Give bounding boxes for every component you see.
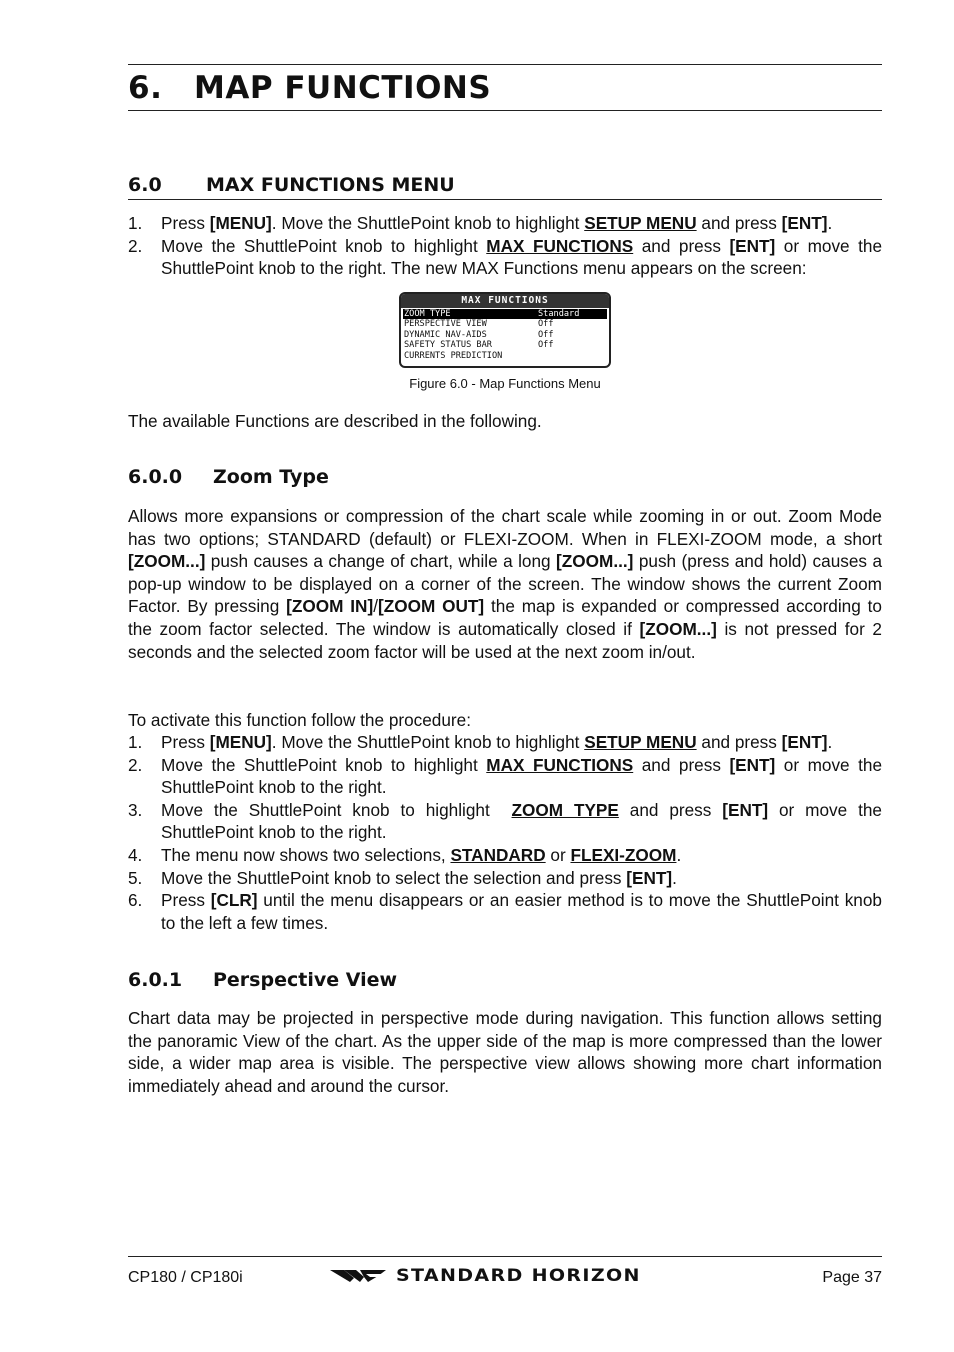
footer-rule (128, 1256, 882, 1257)
section-title: Zoom Type (213, 466, 329, 488)
section-number: 6.0.0 (128, 466, 183, 488)
list-item: 2. Move the ShuttlePoint knob to highlight MAX FUNCTIONS and press [ENT] or move the ShuttlePoint knob to the right. The new MAX Functions menu appears on the screen: (128, 235, 883, 279)
section-zoom-type-heading (128, 466, 329, 488)
footer-model: CP180 / CP180i (128, 1269, 243, 1286)
chapter-top-rule (128, 64, 882, 65)
standard-horizon-logo (330, 1266, 641, 1286)
available-functions-text: The available Functions are described in the following. (128, 411, 542, 431)
section-perspective-view-heading (128, 969, 397, 991)
lcd-row-dynamic-nav-aids: DYNAMIC NAV-AIDS Off (404, 329, 554, 340)
list-item: 5. Move the ShuttlePoint knob to select the selection and press [ENT]. (128, 867, 677, 888)
section-number: 6.0 (128, 174, 162, 196)
step-number: 6. (128, 890, 143, 911)
perspective-view-paragraph: Chart data may be projected in perspective mode during navigation. This function allows setting the panoramic View of the chart. As the upper side of the map is more compressed than the lower side, a wider map area is visible. The perspective view allows showing more chart information immediately ahead and around the cursor. (128, 1008, 882, 1096)
step-number: 4. (128, 844, 143, 865)
step-number: 1. (128, 213, 143, 233)
section-title: MAX FUNCTIONS MENU (206, 174, 455, 196)
step-number: 2. (128, 235, 143, 256)
step-number: 2. (128, 754, 143, 775)
list-item: 1. Press [MENU]. Move the ShuttlePoint knob to highlight SETUP MENU and press [ENT]. (128, 213, 833, 233)
list-item: 3. Move the ShuttlePoint knob to highlight ZOOM TYPE and press [ENT] or move the ShuttlePoint knob to the right. (128, 799, 882, 843)
chapter-bottom-rule (128, 110, 882, 111)
brand-name: STANDARD HORIZON (396, 1266, 641, 1286)
page-number: Page 37 (822, 1269, 882, 1286)
lcd-row-zoom-type: ZOOM TYPE Standard (403, 309, 607, 319)
chapter-number: 6. (128, 70, 163, 106)
section-number: 6.0.1 (128, 969, 183, 991)
lcd-row-safety-status-bar: SAFETY STATUS BAR Off (404, 340, 554, 351)
section-max-functions-heading (128, 174, 455, 196)
section-rule (128, 199, 882, 200)
zoom-type-paragraph: Allows more expansions or compression of the chart scale while zooming in or out. Zoom Mode has two options; STANDARD (default) or FLEXI-ZOOM. When in FLEXI-ZOOM mode, a short [ZOOM...] push causes a change of chart, while a long [ZOOM...] push (press and hold) causes a pop-up window to be displayed on a corner of the screen. The window shows the current Zoom Factor. By pressing [ZOOM IN]/[ZOOM OUT] the map is expanded or compressed according to the zoom factor selected. The window is automatically closed if [ZOOM...] is not pressed for 2 seconds and the selected zoom factor will be used at the next zoom in/out. (128, 506, 883, 662)
list-item: 1. Press [MENU]. Move the ShuttlePoint knob to highlight SETUP MENU and press [ENT]. (128, 732, 833, 752)
chapter-title (128, 70, 491, 106)
lcd-row-perspective-view: PERSPECTIVE VIEW Off (404, 319, 554, 330)
list-item: 4. The menu now shows two selections, STANDARD or FLEXI-ZOOM. (128, 844, 682, 865)
activate-procedure-text: To activate this function follow the procedure: (128, 710, 471, 730)
zoom-steps-list (128, 731, 882, 934)
step-number: 5. (128, 867, 143, 888)
step-number: 1. (128, 732, 143, 752)
lcd-title: MAX FUNCTIONS (401, 294, 609, 308)
list-item: 2. Move the ShuttlePoint knob to highlight MAX FUNCTIONS and press [ENT] or move the ShuttlePoint knob to the right. (128, 754, 883, 798)
section-title: Perspective View (213, 969, 398, 991)
brand-wave-icon (330, 1268, 386, 1284)
intro-steps-list (128, 212, 882, 280)
list-item: 6. Press [CLR] until the menu disappears or an easier method is to move the ShuttlePoint knob to the left a few times. (128, 890, 882, 933)
chapter-title-text: MAP FUNCTIONS (194, 70, 492, 106)
max-functions-lcd-screen (399, 292, 611, 368)
step-number: 3. (128, 799, 143, 820)
figure-caption: Figure 6.0 - Map Functions Menu (409, 376, 601, 391)
lcd-row-currents-prediction: CURRENTS PREDICTION (404, 350, 503, 361)
